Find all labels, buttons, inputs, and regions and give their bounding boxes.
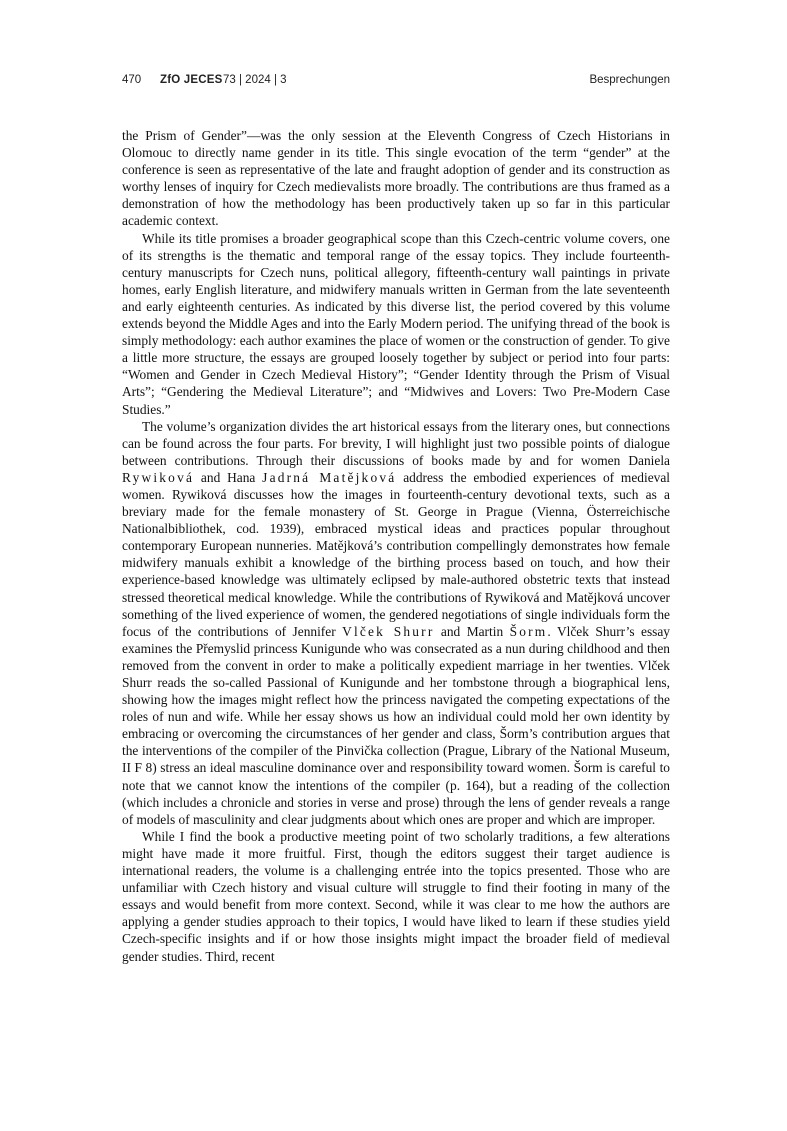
paragraph — [122, 230, 670, 418]
text-segment: address the embodied experiences of medieval women. Rywiková discusses how the images in fourteenth-century devotional texts, such as a breviary made for the female monastery of St. George in Prague (Vienna, Österreichische Nationalbibliothek, cod. 1939), embraced mystical ideas and practices popular throughout contemporary European nunneries. Matějková’s contribution compellingly demonstrates how female midwifery manuals exhibit a knowledge of the birthing process based on touch, and how their experience-based knowledge was ultimately eclipsed by male-authored obstetric texts that instead stressed theoretical medical knowledge. While the contributions of Rywiková and Matějková uncover something of the lived experience of women, the gendered negotiations of single individuals form the focus of the contributions of Jennifer — [122, 469, 670, 639]
text-segment: and Martin — [434, 623, 510, 639]
text-segment: the Prism of Gender”—was the only session at the Eleventh Congress of Czech Historians in Olomouc to directly name gender in its title. This single evocation of the term “gender” at the conference is seen as representative of the late and fraught adoption of gender and its construction as worthy lenses of inquiry for Czech medievalists more broadly. The contributions are thus framed as a demonstration of how the methodology has been productively taken up so far in this particular academic context. — [122, 128, 670, 229]
running-header — [122, 74, 670, 92]
text-segment: While its title promises a broader geographical scope than this Czech-centric volume covers, one of its strengths is the thematic and temporal range of the essay topics. They include fourteenth-century manuscripts for Czech nuns, political allegory, fifteenth-century wall paintings in private homes, early English literature, and midwifery manuals written in German from the late seventeenth and early eighteenth centuries. As indicated by this diverse list, the period covered by this volume extends beyond the Middle Ages and into the Early Modern period. The unifying thread of the book is simply methodology: each author examines the place of women or the construction of gender. To give a little more structure, the essays are grouped loosely together by subject or period into four parts: “Women and Gender in Czech Medieval History”; “Gender Identity through the Prism of Visual Arts”; “Gendering the Medieval Literature”; and “Midwives and Lovers: Two Pre-Modern Case Studies.” — [122, 230, 670, 417]
paragraph — [122, 127, 670, 230]
text-segment: The volume’s organization divides the art historical essays from the literary ones, but connections can be found across the four parts. For brevity, I will highlight just two possible points of dialogue between contributions. Through their discussions of books made by and for women Daniela — [122, 418, 670, 468]
text-segment: . Vlček Shurr’s essay examines the Přemyslid princess Kunigunde who was consecrated as a nun during childhood and then removed from the convent in order to make a politically expedient marriage in her twenties. Vlček Shurr reads the so-called Passional of Kunigunde and her tombstone through a biographical lens, showing how the images might reflect how the princess navigated the competing expectations of the roles of nun and wife. While her essay shows us how an individual could mold her own identity by embracing or overcoming the circumstances of her gender and class, Šorm’s contribution argues that the interventions of the compiler of the Pinvička collection (Prague, Library of the National Museum, II F 8) stress an ideal masculine dominance over and responsibility toward women. Šorm is careful to note that we cannot know the intentions of the compiler (p. 164), but a reading of the collection (which includes a chronicle and stories in verse and prose) through the lens of gender reveals a range of models of masculinity and clear judgments about which ones are proper and which are improper. — [122, 623, 671, 827]
volume-issue: 73 | 2024 | 3 — [223, 74, 287, 86]
body-text — [122, 127, 670, 965]
paragraph — [122, 828, 670, 965]
text-segment: While I find the book a productive meeting point of two scholarly traditions, a few alterations might have made it more fruitful. First, though the editors suggest their target audience is international readers, the volume is a challenging entrée into the topics presented. Those who are unfamiliar with Czech history and visual culture will struggle to find their footing in many of the essays and would benefit from more context. Second, while it was clear to me how the authors are applying a gender studies approach to their topics, I would have liked to learn if these studies yield Czech-specific insights and if or how those insights might impact the broader field of medieval gender studies. Third, recent — [122, 828, 670, 964]
author-name: Jadrná Matějková — [262, 469, 397, 485]
author-name: Rywiková — [122, 469, 195, 485]
journal-title: ZfO JECES — [160, 74, 223, 86]
author-name: Šorm — [509, 623, 548, 639]
author-name: Vlček Shurr — [342, 623, 435, 639]
page-number: 470 — [122, 74, 142, 86]
paragraph — [122, 418, 670, 828]
text-segment: and Hana — [194, 469, 263, 485]
section-name: Besprechungen — [589, 74, 670, 86]
